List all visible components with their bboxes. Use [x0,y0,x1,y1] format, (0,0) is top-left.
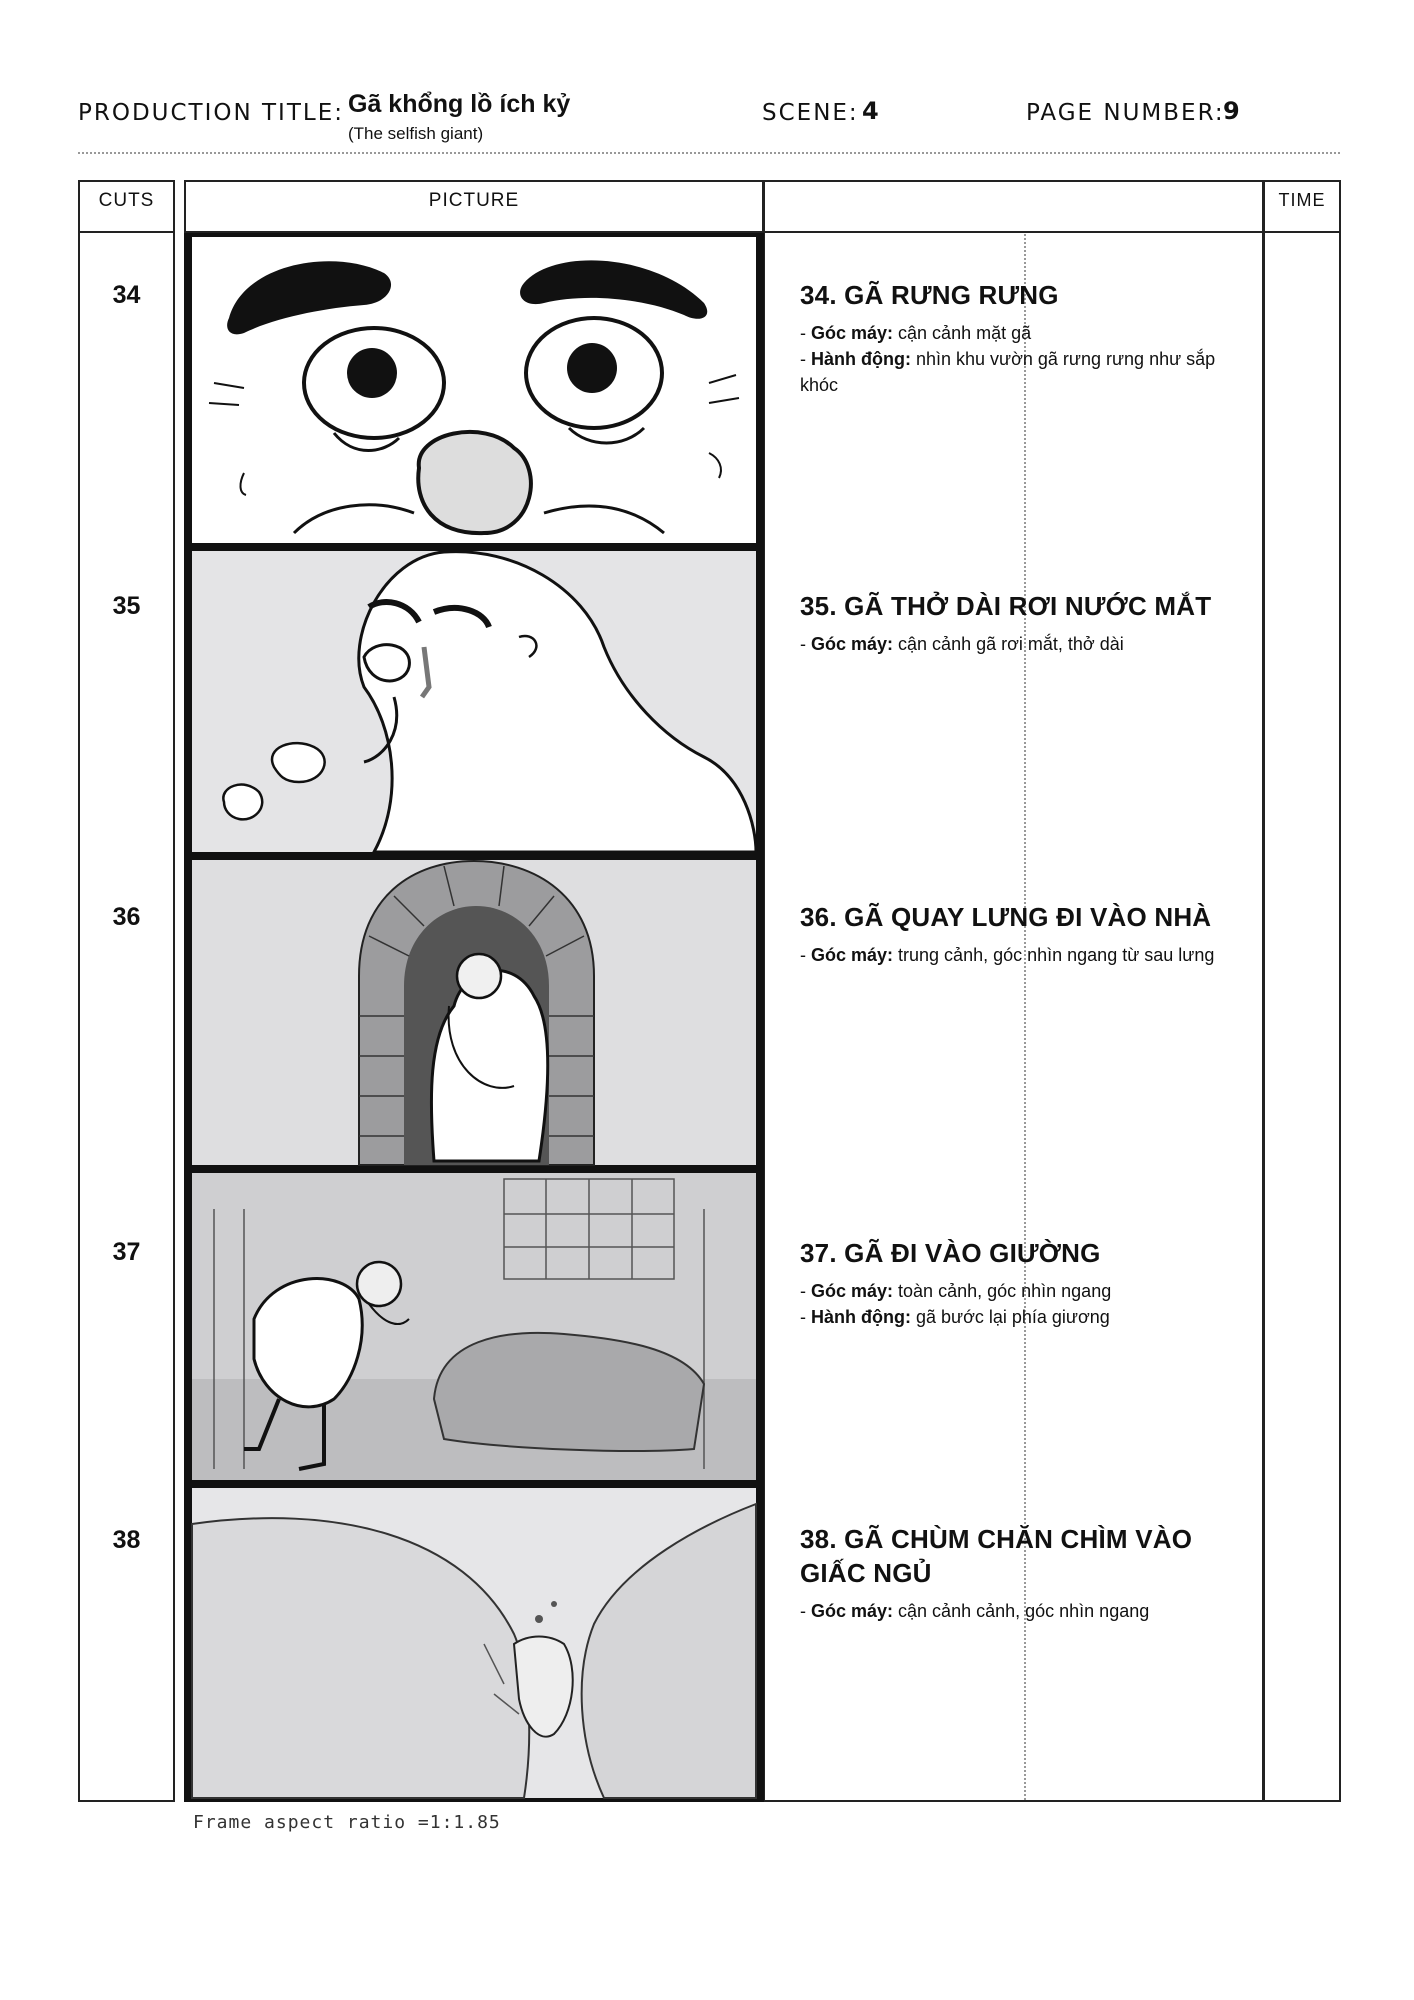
giant-doorway-sketch [184,856,764,1169]
description-line: - Góc máy: cận cảnh gã rơi mắt, thở dài [800,634,1124,654]
storyboard-panel-34 [184,233,764,547]
production-subtitle: (The selfish giant) [348,124,484,143]
line-key: Góc máy: [811,1281,894,1301]
scene-value: 4 [862,97,879,125]
description-line: - Hành động: gã bước lại phía giương [800,1307,1110,1327]
cut-number: 35 [112,592,141,620]
line-key: Góc máy: [811,323,894,343]
storyboard-panel-38 [184,1484,764,1802]
cut-title: 35. GÃ THỞ DÀI RƠI NƯỚC MẮT [800,591,1212,621]
time-column-header: TIME [1278,190,1326,210]
line-value: gã bước lại phía giương [910,1307,1110,1327]
storyboard-panel-35 [184,547,764,856]
cut-description-37 [800,1236,1250,1330]
cut-description-34 [800,278,1250,398]
frame-aspect-ratio-note: Frame aspect ratio =1:1.85 [193,1812,501,1833]
description-line: - Hành động: nhìn khu vườn gã rưng rưng như sắp khóc [800,349,1216,395]
cut-number: 34 [112,281,141,309]
cut-number: 37 [112,1238,141,1266]
line-key: Hành động: [811,349,911,369]
line-value: cận cảnh cảnh, góc nhìn ngang [893,1601,1150,1621]
line-key: Góc máy: [811,634,894,654]
line-key: Góc máy: [811,1601,894,1621]
page-number-value: 9 [1223,97,1240,125]
picture-column-header: PICTURE [428,190,520,211]
description-header-rule [763,231,1264,233]
header-divider [78,152,1340,154]
description-line: - Góc máy: trung cảnh, góc nhìn ngang từ sau lưng [800,945,1215,965]
cuts-column-header: CUTS [98,190,155,211]
cuts-header-rule [78,231,175,233]
scene-label: SCENE: [762,100,859,126]
cuts-column [78,180,175,1802]
giant-bedroom-sketch [184,1169,764,1484]
page-number-label: PAGE NUMBER: [1026,100,1225,126]
cut-title: 38. GÃ CHÙM CHĂN CHÌM VÀO GIẤC NGỦ [800,1524,1193,1588]
storyboard-panel-37 [184,1169,764,1484]
line-value: cận cảnh gã rơi mắt, thở dài [893,634,1124,654]
line-key: Góc máy: [811,945,894,965]
cut-description-35 [800,589,1250,657]
line-value: trung cảnh, góc nhìn ngang từ sau lưng [893,945,1215,965]
cut-number: 38 [112,1526,141,1554]
cut-title: 34. GÃ RƯNG RƯNG [800,280,1059,310]
storyboard-panel-36 [184,856,764,1169]
time-column [1263,180,1341,1802]
description-line: - Góc máy: cận cảnh cảnh, góc nhìn ngang [800,1601,1150,1621]
cut-description-36 [800,900,1250,968]
giant-sighing-sketch [184,547,764,856]
cut-title: 36. GÃ QUAY LƯNG ĐI VÀO NHÀ [800,902,1212,932]
description-line: - Góc máy: cận cảnh mặt gã [800,323,1032,343]
cut-number: 36 [112,903,141,931]
production-title: Gã khổng lồ ích kỷ [348,90,571,118]
cut-description-38 [800,1522,1250,1624]
line-value: cận cảnh mặt gã [893,323,1032,343]
giant-face-closeup-sketch [184,233,764,547]
time-header-rule [1263,231,1341,233]
description-line: - Góc máy: toàn cảnh, góc nhìn ngang [800,1281,1112,1301]
line-value: toàn cảnh, góc nhìn ngang [893,1281,1112,1301]
line-value: nhìn khu vườn gã rưng rưng như sắp khóc [800,349,1216,395]
cut-title: 37. GÃ ĐI VÀO GIƯỜNG [800,1238,1101,1268]
giant-sleeping-sketch [184,1484,764,1802]
line-key: Hành động: [811,1307,911,1327]
production-title-label: PRODUCTION TITLE: [78,100,344,126]
